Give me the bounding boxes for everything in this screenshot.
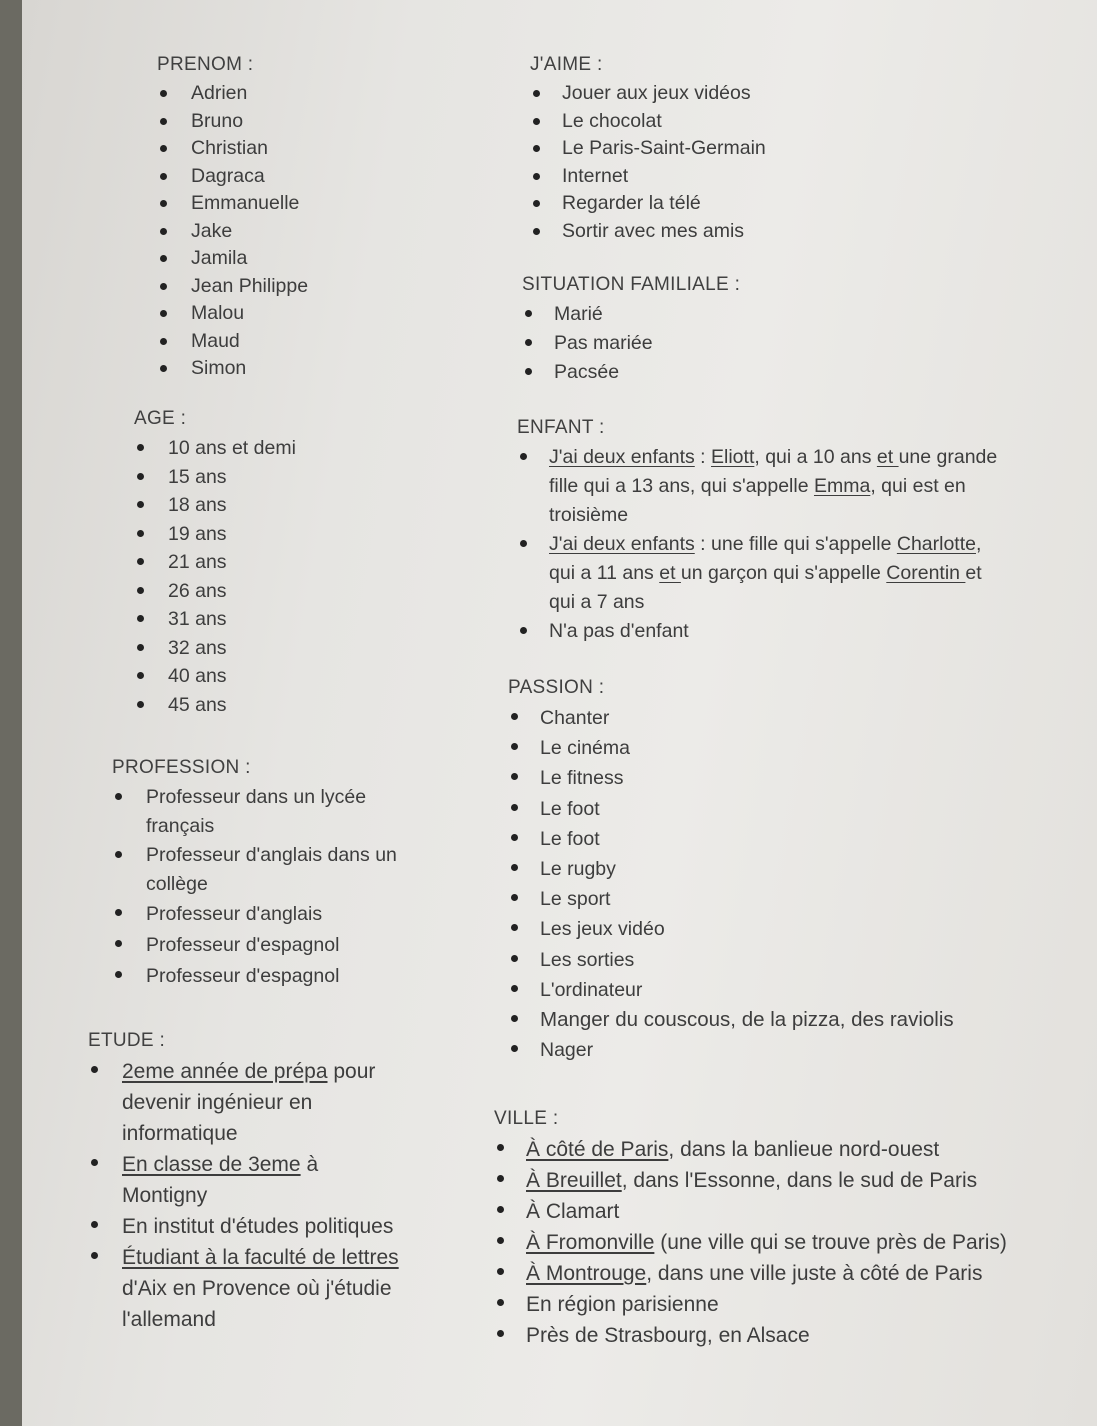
list-item: 40 ans [134, 662, 296, 691]
list-item: Maud [157, 328, 308, 356]
etude-section [88, 1030, 399, 1335]
list-item: Regarder la télé [530, 190, 766, 218]
list-item: 19 ans [134, 520, 296, 549]
situation-heading: SITUATION FAMILIALE : [522, 274, 741, 295]
profession-heading: PROFESSION : [112, 757, 251, 778]
list-item: 10 ans et demi [134, 434, 296, 463]
list-item: Professeur d'espagnol [112, 961, 397, 992]
list-item: 15 ans [134, 463, 296, 492]
enfant-heading: ENFANT : [517, 417, 605, 438]
list-item: Le rugby [508, 854, 954, 884]
list-item: Professeur d'espagnol [112, 930, 397, 961]
list-item: Le cinéma [508, 733, 954, 763]
list-item: Adrien [157, 80, 308, 108]
situation-list [522, 300, 740, 387]
prenom-section [157, 54, 308, 383]
list-item: L'ordinateur [508, 975, 954, 1005]
list-item: 21 ans [134, 548, 296, 577]
list-item: 26 ans [134, 577, 296, 606]
situation-section [522, 274, 740, 387]
list-item: À Breuillet, dans l'Essonne, dans le sud de Paris [494, 1165, 1007, 1196]
list-item: Le fitness [508, 763, 954, 793]
list-item: Christian [157, 135, 308, 163]
list-item: Près de Strasbourg, en Alsace [494, 1320, 1007, 1351]
list-item: Jouer aux jeux vidéos [530, 80, 766, 108]
list-item: 32 ans [134, 634, 296, 663]
list-item: À Montrouge, dans une ville juste à côté de Paris [494, 1258, 1007, 1289]
list-item: Le foot [508, 824, 954, 854]
list-item: J'ai deux enfants : Eliott, qui a 10 ans et une grande fille qui a 13 ans, qui s'appelle Emma, qui est en troisième [517, 443, 997, 530]
profession-list [112, 783, 397, 992]
age-section [134, 408, 296, 719]
list-item: À Clamart [494, 1196, 1007, 1227]
list-item: 2eme année de prépa pour devenir ingénieur en informatique [88, 1056, 399, 1149]
list-item: Bruno [157, 108, 308, 136]
ville-section [494, 1108, 1007, 1351]
list-item: 45 ans [134, 691, 296, 720]
passion-list [508, 703, 954, 1065]
list-item: Le chocolat [530, 108, 766, 136]
list-item: Jamila [157, 245, 308, 273]
profession-section [112, 757, 397, 992]
list-item: Dagraca [157, 163, 308, 191]
list-item: Étudiant à la faculté de lettres d'Aix en Provence où j'étudie l'allemand [88, 1242, 399, 1335]
list-item: En région parisienne [494, 1289, 1007, 1320]
age-list [134, 434, 296, 719]
prenom-heading: PRENOM : [157, 54, 254, 75]
list-item: À côté de Paris, dans la banlieue nord-ouest [494, 1134, 1007, 1165]
jaime-list [530, 80, 766, 245]
list-item: Le foot [508, 794, 954, 824]
paper-sheet [22, 0, 1097, 1426]
ville-heading: VILLE : [494, 1108, 559, 1129]
list-item: Marié [522, 300, 740, 329]
prenom-list [157, 80, 308, 383]
jaime-heading: J'AIME : [530, 54, 603, 75]
list-item: Le Paris-Saint-Germain [530, 135, 766, 163]
list-item: Internet [530, 163, 766, 191]
list-item: Pas mariée [522, 329, 740, 358]
list-item: Sortir avec mes amis [530, 218, 766, 246]
list-item: Simon [157, 355, 308, 383]
list-item: Chanter [508, 703, 954, 733]
list-item: Jean Philippe [157, 273, 308, 301]
jaime-section [530, 54, 766, 245]
etude-list [88, 1056, 399, 1335]
age-heading: AGE : [134, 408, 187, 429]
passion-heading: PASSION : [508, 677, 605, 698]
enfant-section [517, 417, 997, 646]
list-item: Malou [157, 300, 308, 328]
list-item: Pacsée [522, 358, 740, 387]
etude-heading: ETUDE : [88, 1030, 166, 1051]
list-item: Professeur d'anglais dans un collège [112, 841, 397, 899]
list-item: Les jeux vidéo [508, 914, 954, 944]
list-item: Manger du couscous, de la pizza, des raviolis [508, 1005, 954, 1035]
list-item: Les sorties [508, 945, 954, 975]
list-item: Professeur dans un lycée français [112, 783, 397, 841]
list-item: 31 ans [134, 605, 296, 634]
list-item: N'a pas d'enfant [517, 617, 997, 646]
list-item: 18 ans [134, 491, 296, 520]
ville-list [494, 1134, 1007, 1351]
list-item: Professeur d'anglais [112, 899, 397, 930]
list-item: Nager [508, 1035, 954, 1065]
list-item: Le sport [508, 884, 954, 914]
enfant-list [517, 443, 997, 646]
list-item: Jake [157, 218, 308, 246]
list-item: En classe de 3eme à Montigny [88, 1149, 399, 1211]
list-item: Emmanuelle [157, 190, 308, 218]
list-item: J'ai deux enfants : une fille qui s'appelle Charlotte, qui a 11 ans et un garçon qui s'appelle Corentin et qui a 7 ans [517, 530, 997, 617]
list-item: En institut d'études politiques [88, 1211, 399, 1242]
list-item: À Fromonville (une ville qui se trouve près de Paris) [494, 1227, 1007, 1258]
passion-section [508, 677, 954, 1065]
